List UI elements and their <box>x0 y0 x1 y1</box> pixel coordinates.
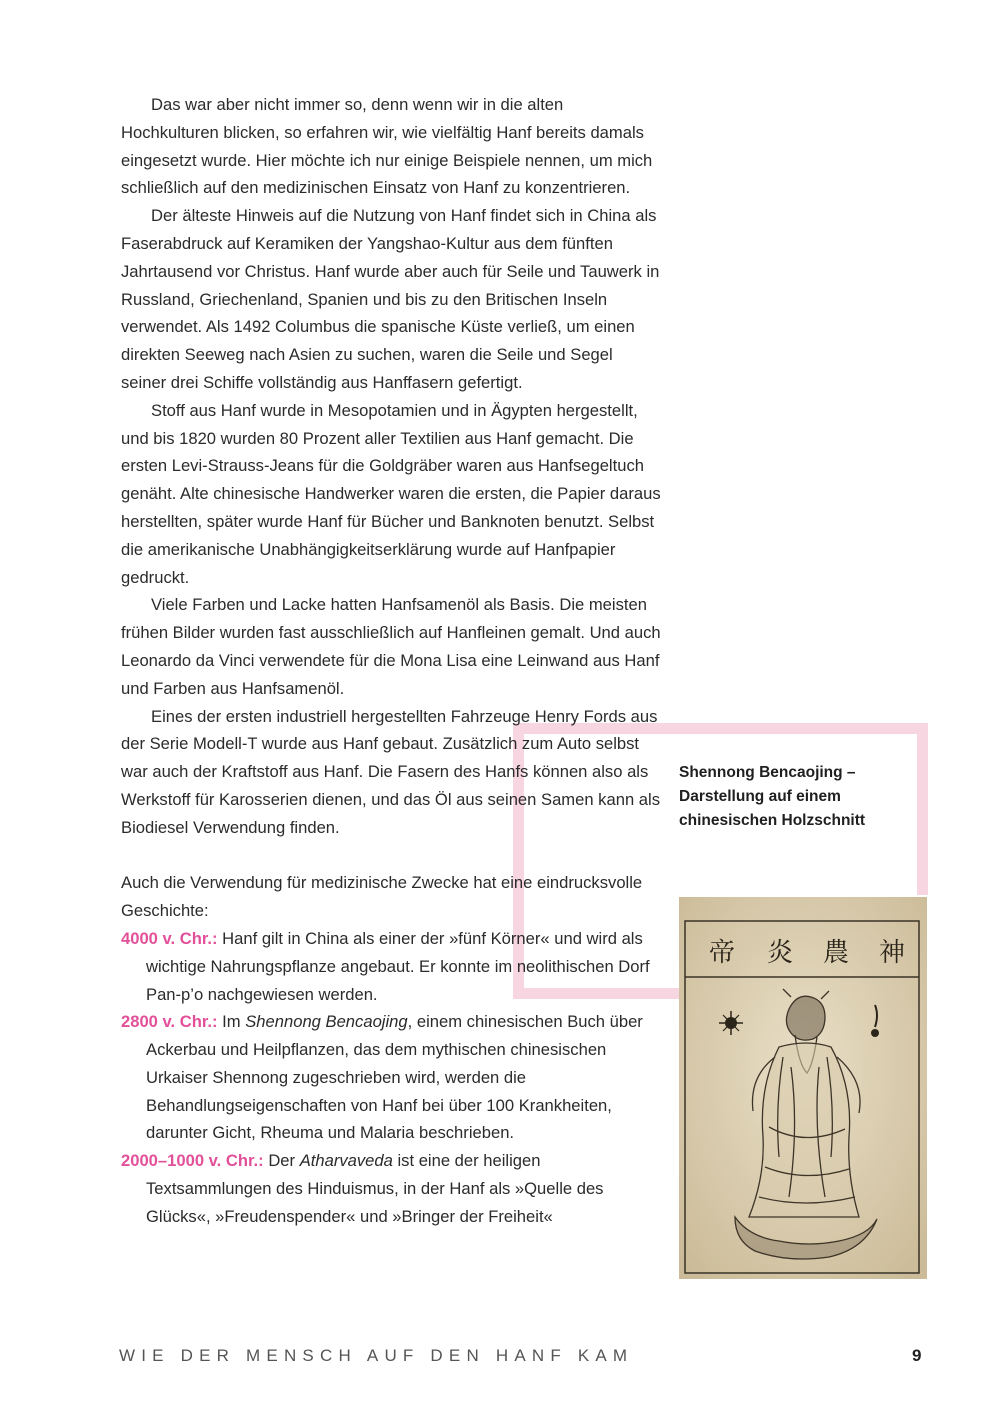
paragraph: Viele Farben und Lacke hatten Hanfsamenöl als Basis. Die meisten frühen Bilder wurden fast ausschließlich auf Hanfleinen gemalt. Und auch Leonardo da Vinci verwendete für die Mona Lisa eine Leinwand aus Hanf und Farben aus Hanfsamenöl. <box>121 595 661 698</box>
woodcut-char: 農 <box>823 938 850 968</box>
timeline-text: ist eine der heiligen Textsammlungen des Hinduismus, in der Hanf als »Quelle des Glücks«, »Freudenspender« und »Bringer der Freiheit« <box>146 1151 604 1226</box>
medical-intro: Auch die Verwendung für medizinische Zwecke hat eine eindrucksvolle Geschichte: <box>121 873 643 921</box>
woodcut-image <box>679 897 927 1279</box>
running-footer: WIE DER MENSCH AUF DEN HANF KAM <box>119 1346 634 1365</box>
paragraph: Stoff aus Hanf wurde in Mesopotamien und in Ägypten hergestellt, und bis 1820 wurden 80 Prozent aller Textilien aus Hanf gemacht. Die ersten Levi-Strauss-Jeans für die Goldgräber waren aus Hanfsegeltuch genäht. Alte chinesische Handwerker waren die ersten, die Papier daraus herstellten, später wurde Hanf für Bücher und Banknoten benutzt. Selbst die amerikanische Unabhängigkeitserklärung wurde auf Hanfpapier gedruckt. <box>121 400 661 587</box>
body-text <box>121 91 661 1231</box>
timeline-text: Hanf gilt in China als einer der »fünf Körner« und wird als wichtige Nahrungspflanze angebaut. Er konnte im neolithischen Dorf Pan-p’o nachgewiesen werden. <box>146 928 650 1004</box>
timeline-year: 4000 v. Chr.: <box>121 928 218 948</box>
timeline-year: 2000–1000 v. Chr.: <box>121 1151 264 1171</box>
timeline-entry <box>121 1147 661 1230</box>
timeline-entry <box>121 925 661 1008</box>
pink-frame-top <box>680 723 928 734</box>
timeline-year: 2800 v. Chr.: <box>121 1012 218 1032</box>
page-number: 9 <box>912 1346 922 1365</box>
image-caption: Shennong Bencaojing – Darstellung auf einem chinesischen Holzschnitt <box>679 764 866 829</box>
timeline-text: , einem chinesischen Buch über Ackerbau und Heilpflanzen, das dem mythischen chinesischen Urkaiser Shennong zugeschrieben wird, werden die Behandlungseigenschaften von Hanf bei über 100 Krankheiten, darunter Gicht, Rheuma und Malaria beschrieben. <box>146 1012 643 1143</box>
paragraph: Das war aber nicht immer so, denn wenn wir in die alten Hochkulturen blicken, so erfahren wir, wie vielfältig Hanf bereits damals eingesetzt wurde. Hier möchte ich nur einige Beispiele nennen, um mich schließlich auf den medizinischen Einsatz von Hanf zu konzentrieren. <box>121 95 653 198</box>
timeline-entry <box>121 1008 661 1147</box>
book-title: Shennong Bencaojing <box>245 1012 408 1032</box>
paragraph: Der älteste Hinweis auf die Nutzung von Hanf findet sich in China als Faserabdruck auf Keramiken der Yangshao-Kultur aus dem fünften Jahrtausend vor Christus. Hanf wurde aber auch für Seile und Tauwerk in Russland, Griechenland, Spanien und bis zu den Britischen Inseln verwendet. Als 1492 Columbus die spanische Küste verließ, um einen direkten Seeweg nach Asien zu suchen, waren die Seile und Segel seiner drei Schiffe vollständig aus Hanffasern gefertigt. <box>121 206 660 392</box>
woodcut-char: 炎 <box>767 938 794 968</box>
timeline-pre: Der <box>268 1151 296 1171</box>
woodcut-char: 帝 <box>709 938 736 968</box>
paragraph: Eines der ersten industriell hergestellten Fahrzeuge Henry Fords aus der Serie Modell-T wurde aus Hanf gebaut. Zusätzlich zum Auto selbst war auch der Kraftstoff aus Hanf. Die Fasern des Hanfs können also als Werkstoff für Karosserien dienen, und das Öl aus seinen Samen kann als Biodiesel Verwendung finden. <box>121 706 660 837</box>
timeline-pre: Im <box>222 1012 241 1032</box>
woodcut-char: 神 <box>879 938 906 968</box>
book-title: Atharvaveda <box>299 1151 393 1171</box>
